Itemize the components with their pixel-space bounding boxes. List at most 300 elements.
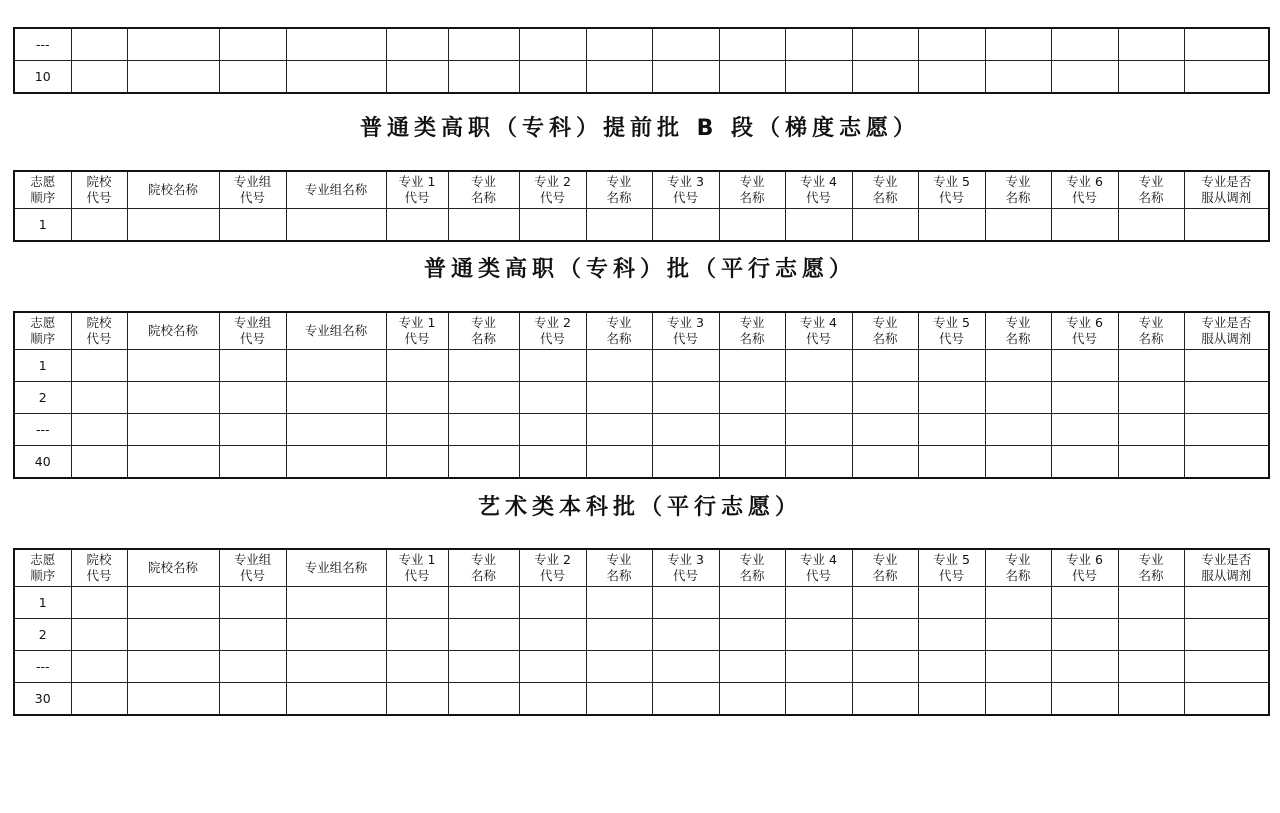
column-header — [127, 312, 219, 350]
blank-entry-cell[interactable] — [652, 28, 719, 61]
blank-entry-cell[interactable] — [219, 683, 286, 716]
column-header-line: 名称 — [1138, 331, 1164, 346]
blank-entry-cell[interactable] — [652, 350, 719, 382]
blank-entry-cell[interactable] — [918, 587, 985, 619]
column-header — [586, 312, 652, 350]
blank-entry-cell[interactable] — [219, 209, 286, 242]
column-header — [71, 549, 127, 587]
column-header — [652, 312, 719, 350]
blank-entry-cell[interactable] — [918, 28, 985, 61]
blank-entry-cell[interactable] — [1051, 209, 1118, 242]
column-header-line: 代号 — [805, 331, 831, 346]
blank-entry-cell[interactable] — [519, 209, 586, 242]
blank-entry-cell[interactable] — [519, 28, 586, 61]
column-header-line: 专业 — [872, 174, 898, 189]
blank-entry-cell[interactable] — [71, 350, 127, 382]
row-order-cell: --- — [14, 28, 71, 61]
column-header-line: 服从调剂 — [1201, 190, 1252, 205]
column-header-line: 代号 — [404, 568, 430, 583]
column-header-line: 代号 — [672, 190, 698, 205]
blank-entry-cell[interactable] — [386, 28, 448, 61]
blank-entry-cell[interactable] — [719, 414, 785, 446]
row-order-cell: 1 — [14, 350, 71, 382]
blank-entry-cell[interactable] — [918, 350, 985, 382]
blank-entry-cell[interactable] — [719, 619, 785, 651]
column-header — [785, 549, 852, 587]
blank-entry-cell[interactable] — [1051, 651, 1118, 683]
blank-entry-cell[interactable] — [1118, 350, 1184, 382]
blank-entry-cell[interactable] — [219, 28, 286, 61]
column-header — [1051, 171, 1118, 209]
blank-entry-cell[interactable] — [1118, 414, 1184, 446]
column-header — [719, 549, 785, 587]
column-header-line: 名称 — [872, 331, 898, 346]
blank-entry-cell[interactable] — [386, 619, 448, 651]
blank-entry-cell[interactable] — [1051, 446, 1118, 479]
blank-entry-cell[interactable] — [386, 414, 448, 446]
blank-entry-cell[interactable] — [1118, 683, 1184, 716]
blank-entry-cell[interactable] — [1118, 28, 1184, 61]
blank-entry-cell[interactable] — [719, 28, 785, 61]
column-header — [918, 312, 985, 350]
blank-entry-cell[interactable] — [386, 587, 448, 619]
blank-entry-cell[interactable] — [985, 619, 1051, 651]
blank-entry-cell[interactable] — [519, 651, 586, 683]
column-header-line: 专业 — [1138, 552, 1164, 567]
blank-entry-cell[interactable] — [519, 382, 586, 414]
blank-entry-cell[interactable] — [71, 683, 127, 716]
blank-entry-cell[interactable] — [852, 350, 918, 382]
column-header-line: 专业 — [1138, 174, 1164, 189]
column-header-line: 名称 — [872, 190, 898, 205]
column-header-line: 名称 — [606, 190, 632, 205]
blank-entry-cell[interactable] — [127, 587, 219, 619]
column-header — [785, 312, 852, 350]
column-header — [286, 549, 386, 587]
column-header-line: 代号 — [86, 190, 112, 205]
blank-entry-cell[interactable] — [448, 619, 519, 651]
column-header-line: 专业 2 — [534, 552, 571, 567]
blank-entry-cell[interactable] — [448, 28, 519, 61]
column-header — [918, 549, 985, 587]
column-header-line: 专业是否 — [1201, 552, 1252, 567]
blank-entry-cell[interactable] — [1184, 619, 1269, 651]
table-row — [14, 61, 1269, 94]
column-header — [519, 549, 586, 587]
blank-entry-cell[interactable] — [127, 683, 219, 716]
blank-entry-cell[interactable] — [1184, 28, 1269, 61]
column-header-line: 代号 — [1071, 331, 1097, 346]
blank-entry-cell[interactable] — [1184, 382, 1269, 414]
column-header — [448, 171, 519, 209]
blank-entry-cell[interactable] — [719, 446, 785, 479]
blank-entry-cell[interactable] — [286, 414, 386, 446]
blank-entry-cell[interactable] — [386, 683, 448, 716]
blank-entry-cell[interactable] — [127, 209, 219, 242]
column-header — [14, 312, 71, 350]
blank-entry-cell[interactable] — [1118, 446, 1184, 479]
column-header — [1118, 549, 1184, 587]
blank-entry-cell[interactable] — [1118, 651, 1184, 683]
blank-entry-cell[interactable] — [286, 350, 386, 382]
column-header — [386, 312, 448, 350]
blank-entry-cell[interactable] — [785, 61, 852, 94]
table-row — [14, 350, 1269, 382]
blank-entry-cell[interactable] — [448, 382, 519, 414]
column-header-line: 专业 5 — [933, 315, 970, 330]
blank-entry-cell[interactable] — [519, 61, 586, 94]
blank-entry-cell[interactable] — [652, 382, 719, 414]
blank-entry-cell[interactable] — [519, 683, 586, 716]
column-header-line: 专业 — [872, 552, 898, 567]
column-header-line: 专业组 — [233, 174, 272, 189]
blank-entry-cell[interactable] — [1118, 587, 1184, 619]
blank-entry-cell[interactable] — [519, 619, 586, 651]
blank-entry-cell[interactable] — [918, 209, 985, 242]
blank-entry-cell[interactable] — [586, 382, 652, 414]
column-header-line: 专业 2 — [534, 315, 571, 330]
column-header-line: 专业组名称 — [304, 182, 368, 197]
table-row — [14, 446, 1269, 479]
blank-entry-cell[interactable] — [1051, 28, 1118, 61]
blank-entry-cell[interactable] — [1118, 382, 1184, 414]
blank-entry-cell[interactable] — [985, 683, 1051, 716]
blank-entry-cell[interactable] — [1118, 619, 1184, 651]
column-header-line: 名称 — [872, 568, 898, 583]
blank-entry-cell[interactable] — [448, 446, 519, 479]
blank-entry-cell[interactable] — [586, 209, 652, 242]
blank-entry-cell[interactable] — [1051, 382, 1118, 414]
blank-entry-cell[interactable] — [286, 61, 386, 94]
blank-entry-cell[interactable] — [127, 61, 219, 94]
column-header — [1184, 549, 1269, 587]
blank-entry-cell[interactable] — [286, 651, 386, 683]
blank-entry-cell[interactable] — [286, 382, 386, 414]
blank-entry-cell[interactable] — [127, 350, 219, 382]
blank-entry-cell[interactable] — [1184, 209, 1269, 242]
blank-entry-cell[interactable] — [71, 209, 127, 242]
blank-entry-cell[interactable] — [652, 619, 719, 651]
blank-entry-cell[interactable] — [985, 446, 1051, 479]
blank-entry-cell[interactable] — [386, 651, 448, 683]
column-header-line: 专业组名称 — [304, 323, 368, 338]
blank-entry-cell[interactable] — [1051, 350, 1118, 382]
column-header-line: 专业 — [470, 315, 496, 330]
blank-entry-cell[interactable] — [985, 382, 1051, 414]
blank-entry-cell[interactable] — [127, 414, 219, 446]
blank-entry-cell[interactable] — [448, 683, 519, 716]
blank-entry-cell[interactable] — [286, 446, 386, 479]
blank-entry-cell[interactable] — [918, 651, 985, 683]
blank-entry-cell[interactable] — [219, 446, 286, 479]
blank-entry-cell[interactable] — [286, 587, 386, 619]
blank-entry-cell[interactable] — [127, 446, 219, 479]
blank-entry-cell[interactable] — [386, 209, 448, 242]
blank-entry-cell[interactable] — [1118, 61, 1184, 94]
column-header — [652, 549, 719, 587]
blank-entry-cell[interactable] — [652, 414, 719, 446]
blank-entry-cell[interactable] — [985, 28, 1051, 61]
table-row — [14, 209, 1269, 242]
blank-entry-cell[interactable] — [918, 414, 985, 446]
blank-entry-cell[interactable] — [448, 209, 519, 242]
blank-entry-cell[interactable] — [1184, 61, 1269, 94]
column-header-line: 顺序 — [30, 568, 56, 583]
blank-entry-cell[interactable] — [852, 446, 918, 479]
blank-entry-cell[interactable] — [386, 382, 448, 414]
column-header-line: 专业 — [739, 174, 765, 189]
blank-entry-cell[interactable] — [785, 446, 852, 479]
blank-entry-cell[interactable] — [852, 587, 918, 619]
blank-entry-cell[interactable] — [852, 209, 918, 242]
blank-entry-cell[interactable] — [1118, 209, 1184, 242]
blank-entry-cell[interactable] — [985, 651, 1051, 683]
blank-entry-cell[interactable] — [448, 61, 519, 94]
blank-entry-cell[interactable] — [71, 587, 127, 619]
row-order-cell: 1 — [14, 587, 71, 619]
blank-entry-cell[interactable] — [652, 683, 719, 716]
blank-entry-cell[interactable] — [71, 382, 127, 414]
blank-entry-cell[interactable] — [586, 350, 652, 382]
blank-entry-cell[interactable] — [286, 28, 386, 61]
blank-entry-cell[interactable] — [985, 587, 1051, 619]
blank-entry-cell[interactable] — [1184, 683, 1269, 716]
blank-entry-cell[interactable] — [386, 446, 448, 479]
blank-entry-cell[interactable] — [519, 446, 586, 479]
column-header-line: 专业 2 — [534, 174, 571, 189]
blank-entry-cell[interactable] — [448, 414, 519, 446]
blank-entry-cell[interactable] — [219, 350, 286, 382]
row-order-cell: 40 — [14, 446, 71, 479]
blank-entry-cell[interactable] — [785, 414, 852, 446]
column-header-line: 专业 — [1005, 174, 1031, 189]
blank-entry-cell[interactable] — [586, 446, 652, 479]
column-header-line: 专业 1 — [398, 552, 436, 567]
blank-entry-cell[interactable] — [652, 651, 719, 683]
section-title-1: 普通类高职（专科）提前批 B 段（梯度志愿） — [359, 116, 921, 141]
blank-entry-cell[interactable] — [1184, 350, 1269, 382]
blank-entry-cell[interactable] — [71, 61, 127, 94]
blank-entry-cell[interactable] — [985, 61, 1051, 94]
column-header-line: 服从调剂 — [1201, 568, 1252, 583]
column-header-line: 名称 — [606, 568, 632, 583]
blank-entry-cell[interactable] — [652, 587, 719, 619]
blank-entry-cell[interactable] — [719, 209, 785, 242]
blank-entry-cell[interactable] — [719, 587, 785, 619]
blank-entry-cell[interactable] — [586, 683, 652, 716]
row-order-cell: 2 — [14, 382, 71, 414]
row-order-cell: 10 — [14, 61, 71, 94]
blank-entry-cell[interactable] — [852, 651, 918, 683]
blank-entry-cell[interactable] — [386, 350, 448, 382]
blank-entry-cell[interactable] — [652, 61, 719, 94]
column-header — [127, 171, 219, 209]
blank-entry-cell[interactable] — [985, 350, 1051, 382]
blank-entry-cell[interactable] — [586, 587, 652, 619]
blank-entry-cell[interactable] — [219, 587, 286, 619]
blank-entry-cell[interactable] — [918, 619, 985, 651]
blank-entry-cell[interactable] — [852, 414, 918, 446]
column-header-line: 代号 — [1071, 568, 1097, 583]
blank-entry-cell[interactable] — [127, 619, 219, 651]
column-header-line: 专业 — [470, 174, 496, 189]
table-row — [14, 587, 1269, 619]
section-title-2: 普通类高职（专科）批（平行志愿） — [423, 257, 856, 282]
blank-entry-cell[interactable] — [785, 28, 852, 61]
blank-entry-cell[interactable] — [519, 414, 586, 446]
blank-entry-cell[interactable] — [286, 683, 386, 716]
blank-entry-cell[interactable] — [852, 619, 918, 651]
column-header — [71, 312, 127, 350]
blank-entry-cell[interactable] — [219, 651, 286, 683]
blank-entry-cell[interactable] — [1184, 414, 1269, 446]
section-title-3: 艺术类本科批（平行志愿） — [477, 495, 802, 520]
blank-entry-cell[interactable] — [448, 350, 519, 382]
column-header-line: 院校名称 — [147, 323, 198, 338]
column-header — [14, 171, 71, 209]
blank-entry-cell[interactable] — [71, 651, 127, 683]
column-header — [219, 171, 286, 209]
column-header — [286, 312, 386, 350]
column-header-line: 院校 — [86, 552, 112, 567]
blank-entry-cell[interactable] — [785, 651, 852, 683]
column-header-line: 专业 1 — [398, 315, 436, 330]
blank-entry-cell[interactable] — [448, 651, 519, 683]
blank-entry-cell[interactable] — [219, 61, 286, 94]
column-header-line: 院校 — [86, 174, 112, 189]
column-header-line: 代号 — [86, 568, 112, 583]
column-header — [985, 549, 1051, 587]
column-header-line: 名称 — [470, 568, 496, 583]
column-header-line: 专业 — [606, 315, 632, 330]
column-header — [1118, 312, 1184, 350]
blank-entry-cell[interactable] — [1051, 683, 1118, 716]
column-header-line: 专业 3 — [667, 174, 704, 189]
blank-entry-cell[interactable] — [785, 382, 852, 414]
column-header-line: 代号 — [539, 190, 565, 205]
blank-entry-cell[interactable] — [586, 619, 652, 651]
column-header — [71, 171, 127, 209]
row-order-cell: 1 — [14, 209, 71, 242]
column-header-line: 代号 — [539, 331, 565, 346]
blank-entry-cell[interactable] — [652, 446, 719, 479]
blank-entry-cell[interactable] — [127, 28, 219, 61]
blank-entry-cell[interactable] — [1184, 446, 1269, 479]
blank-entry-cell[interactable] — [219, 414, 286, 446]
blank-entry-cell[interactable] — [719, 61, 785, 94]
column-header — [14, 549, 71, 587]
blank-entry-cell[interactable] — [785, 619, 852, 651]
column-header-line: 专业是否 — [1201, 174, 1252, 189]
blank-entry-cell[interactable] — [71, 446, 127, 479]
blank-entry-cell[interactable] — [586, 61, 652, 94]
table-row — [14, 28, 1269, 61]
blank-entry-cell[interactable] — [652, 209, 719, 242]
column-header — [448, 549, 519, 587]
blank-entry-cell[interactable] — [1051, 414, 1118, 446]
blank-entry-cell[interactable] — [586, 651, 652, 683]
header-row — [14, 312, 1269, 350]
blank-entry-cell[interactable] — [1184, 587, 1269, 619]
blank-entry-cell[interactable] — [852, 61, 918, 94]
blank-entry-cell[interactable] — [219, 382, 286, 414]
blank-entry-cell[interactable] — [918, 61, 985, 94]
column-header — [785, 171, 852, 209]
table-row — [14, 619, 1269, 651]
blank-entry-cell[interactable] — [127, 382, 219, 414]
blank-entry-cell[interactable] — [852, 28, 918, 61]
blank-entry-cell[interactable] — [918, 446, 985, 479]
blank-entry-cell[interactable] — [1051, 619, 1118, 651]
column-header-line: 院校名称 — [147, 560, 198, 575]
blank-entry-cell[interactable] — [852, 683, 918, 716]
column-header — [586, 171, 652, 209]
blank-entry-cell[interactable] — [286, 209, 386, 242]
column-header-line: 代号 — [239, 568, 265, 583]
blank-entry-cell[interactable] — [127, 651, 219, 683]
blank-entry-cell[interactable] — [719, 683, 785, 716]
column-header-line: 代号 — [404, 331, 430, 346]
section-table-1 — [13, 170, 1270, 242]
column-header — [386, 549, 448, 587]
blank-entry-cell[interactable] — [918, 683, 985, 716]
blank-entry-cell[interactable] — [519, 350, 586, 382]
blank-entry-cell[interactable] — [219, 619, 286, 651]
blank-entry-cell[interactable] — [286, 619, 386, 651]
column-header-line: 名称 — [1138, 568, 1164, 583]
blank-entry-cell[interactable] — [586, 28, 652, 61]
column-header-line: 专业 — [606, 174, 632, 189]
blank-entry-cell[interactable] — [71, 619, 127, 651]
column-header-line: 代号 — [404, 190, 430, 205]
blank-entry-cell[interactable] — [1051, 61, 1118, 94]
blank-entry-cell[interactable] — [586, 414, 652, 446]
blank-entry-cell[interactable] — [985, 414, 1051, 446]
column-header — [386, 171, 448, 209]
blank-entry-cell[interactable] — [785, 350, 852, 382]
blank-entry-cell[interactable] — [985, 209, 1051, 242]
blank-entry-cell[interactable] — [448, 587, 519, 619]
blank-entry-cell[interactable] — [852, 382, 918, 414]
column-header — [1118, 171, 1184, 209]
blank-entry-cell[interactable] — [1051, 587, 1118, 619]
column-header-line: 代号 — [539, 568, 565, 583]
column-header — [286, 171, 386, 209]
blank-entry-cell[interactable] — [719, 350, 785, 382]
column-header-line: 代号 — [672, 331, 698, 346]
column-header — [127, 549, 219, 587]
blank-entry-cell[interactable] — [1184, 651, 1269, 683]
blank-entry-cell[interactable] — [785, 683, 852, 716]
blank-entry-cell[interactable] — [71, 414, 127, 446]
column-header — [219, 312, 286, 350]
column-header — [719, 171, 785, 209]
blank-entry-cell[interactable] — [785, 587, 852, 619]
column-header — [852, 312, 918, 350]
blank-entry-cell[interactable] — [519, 587, 586, 619]
column-header — [586, 549, 652, 587]
blank-entry-cell[interactable] — [719, 382, 785, 414]
blank-entry-cell[interactable] — [785, 209, 852, 242]
blank-entry-cell[interactable] — [386, 61, 448, 94]
blank-entry-cell[interactable] — [719, 651, 785, 683]
blank-entry-cell[interactable] — [918, 382, 985, 414]
column-header — [1184, 171, 1269, 209]
blank-entry-cell[interactable] — [71, 28, 127, 61]
column-header-line: 代号 — [239, 331, 265, 346]
column-header-line: 代号 — [805, 568, 831, 583]
column-header-line: 专业 6 — [1066, 174, 1103, 189]
